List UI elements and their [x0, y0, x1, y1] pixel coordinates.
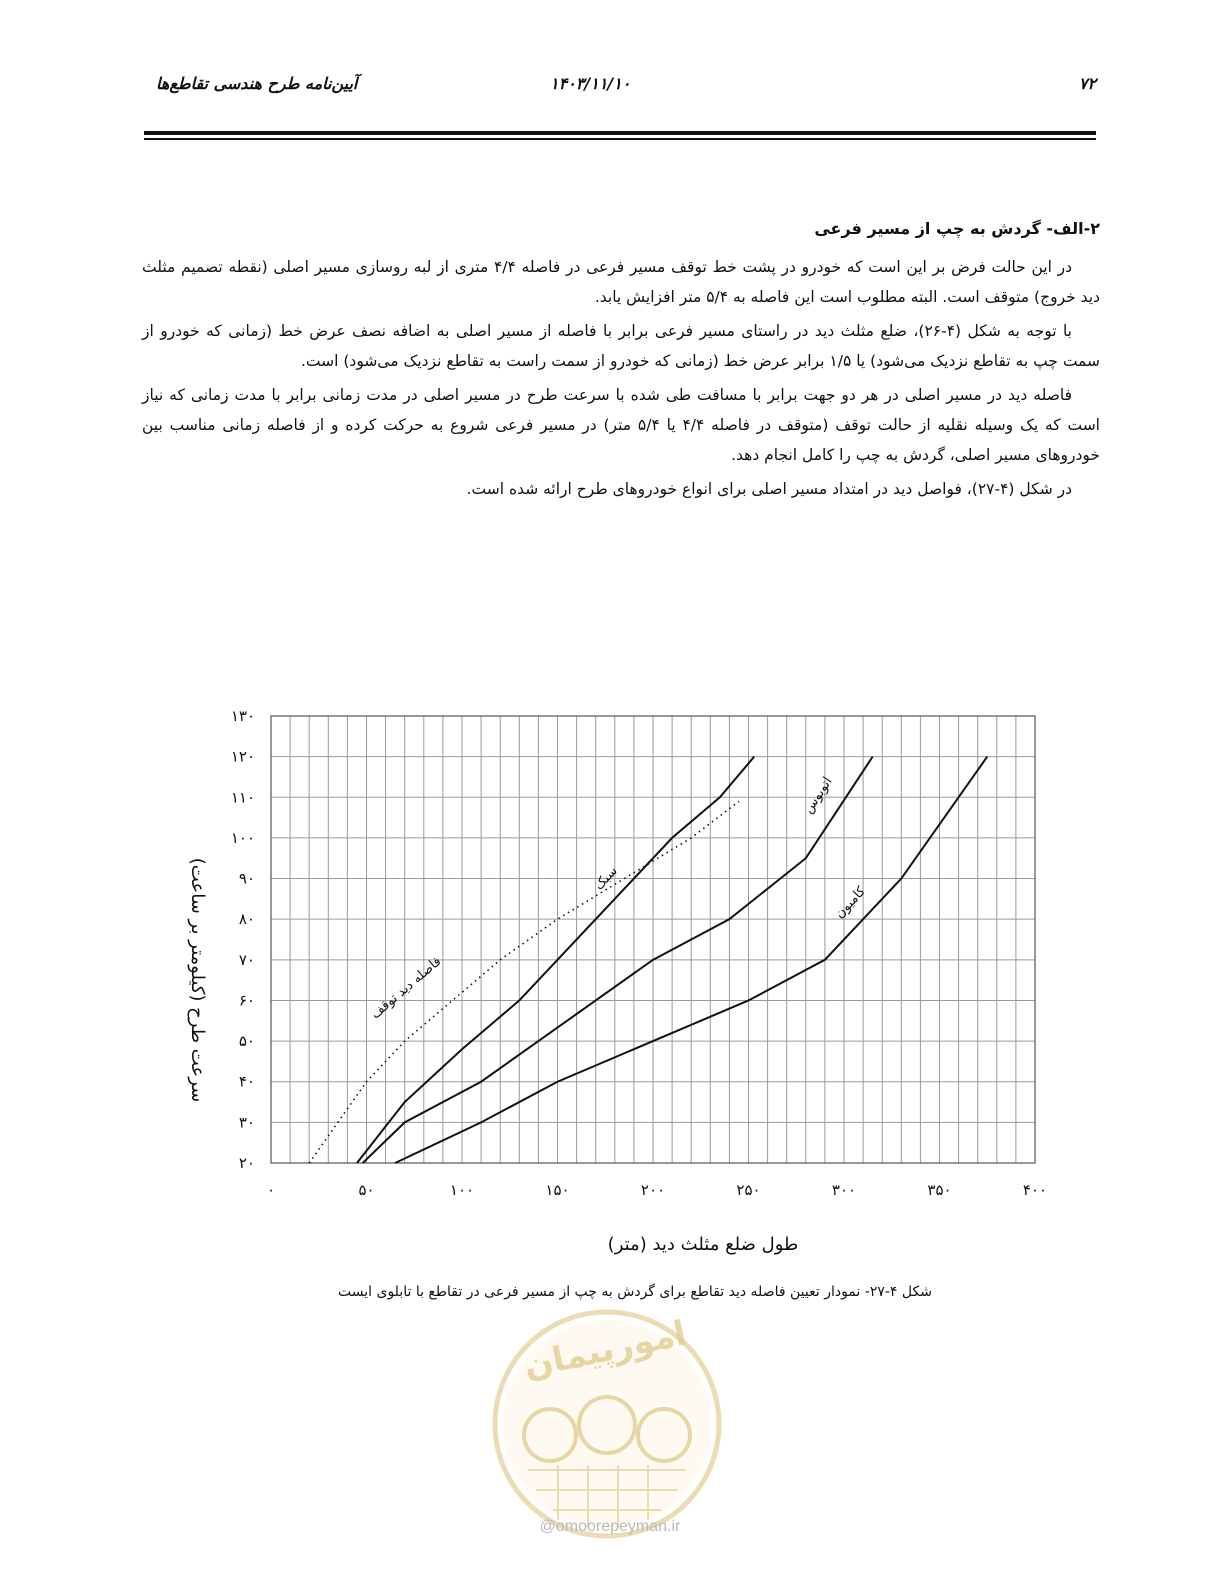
x-tick-label: ۳۵۰: [927, 1181, 952, 1199]
header-rule-thin: [144, 138, 1096, 140]
y-tick-label: ۲۰: [238, 1154, 255, 1172]
section-content: [142, 214, 1100, 508]
paragraph-4: در شکل (۴-۲۷)، فواصل دید در امتداد مسیر اصلی برای انواع خودروهای طرح ارائه شده است.: [466, 480, 1072, 498]
watermark-url: @omoorepeyman.ir: [539, 1518, 681, 1535]
section-title: ۲-الف- گردش به چپ از مسیر فرعی: [814, 219, 1100, 238]
paragraph-1: در این حالت فرض بر این است که خودرو در پشت خط توقف مسیر فرعی در فاصله ۴/۴ متری از لبه روسازی مسیر اصلی (نقطه تصمیم مثلث دید خروج) متوقف است. البته مطلوب است این فاصله به ۵/۴ متر افزایش یابد.: [142, 258, 1100, 306]
page-number: ۷۲: [1078, 74, 1096, 93]
y-tick-label: ۷۰: [238, 950, 255, 969]
header-doc-title: آیین‌نامه طرح هندسی تقاطع‌ها: [156, 74, 358, 93]
x-tick-label: ۳۰۰: [831, 1181, 857, 1199]
x-tick-label: ۴۰۰: [1022, 1181, 1048, 1199]
header-rule-thick: [144, 131, 1096, 135]
y-tick-label: ۱۰۰: [230, 828, 255, 847]
y-tick-label: ۹۰: [238, 869, 255, 888]
series-label: سبک: [591, 863, 621, 894]
x-axis-ticks: [267, 1181, 1047, 1199]
figure-caption: شکل ۴-۲۷- نمودار تعیین فاصله دید تقاطع برای گردش به چپ از مسیر فرعی در تقاطع با تابلوی ایست: [338, 1284, 932, 1300]
y-tick-label: ۵۰: [238, 1032, 255, 1051]
series-label: اتوبوس: [800, 774, 836, 817]
sight-distance-chart: [160, 690, 1060, 1270]
x-tick-label: ۲۵۰: [736, 1181, 761, 1199]
series-label: فاصله دید توقف: [368, 954, 445, 1023]
x-tick-label: ۲۰۰: [640, 1181, 666, 1199]
paragraph-3: فاصله دید در مسیر اصلی در هر دو جهت برابر با مسافت طی شده با سرعت طرح در مسیر اصلی در مدت زمانی برابر با مدت زمانی که نیاز است که یک وسیله نقلیه از حالت توقف (متوقف در فاصله ۴/۴ یا ۵/۴ متر) در مسیر فرعی شروع به حرکت کرده و از فاصله زمانی مناسب بین خودروهای مسیر اصلی، گردش به چپ را کامل انجام دهد.: [142, 386, 1100, 464]
y-tick-label: ۸۰: [238, 910, 255, 929]
x-axis-label: طول ضلع مثلث دید (متر): [607, 1234, 799, 1255]
header-date: ۱۴۰۳/۱۱/۱۰: [550, 74, 631, 93]
paragraph-2: با توجه به شکل (۴-۲۶)، ضلع مثلث دید در راستای مسیر فرعی برابر با فاصله از مسیر اصلی به اضافه نصف عرض خط (زمانی که خودرو از سمت چپ به تقاطع نزدیک می‌شود) یا ۱/۵ برابر عرض خط (زمانی که خودرو از سمت راست به تقاطع نزدیک می‌شود) است.: [142, 322, 1100, 370]
y-axis-ticks: [231, 707, 255, 1172]
x-tick-label: ۱۵۰: [545, 1181, 570, 1199]
y-tick-label: ۳۰: [238, 1113, 255, 1132]
x-tick-label: ۰: [266, 1181, 276, 1199]
y-tick-label: ۶۰: [238, 991, 255, 1010]
x-tick-label: ۵۰: [358, 1181, 375, 1199]
y-tick-label: ۱۲۰: [230, 747, 255, 766]
y-tick-label: ۴۰: [238, 1072, 255, 1091]
x-tick-label: ۱۰۰: [449, 1181, 475, 1199]
chart-grid: [271, 716, 1035, 1163]
figure-chart: [160, 690, 1060, 1270]
y-axis-label: سرعت طرح (کیلومتر بر ساعت): [187, 857, 208, 1103]
series-label: کامیون: [832, 884, 869, 922]
watermark-text: امورپیمان: [520, 1313, 690, 1387]
y-tick-label: ۱۳۰: [230, 707, 255, 725]
series-line: [309, 801, 739, 1163]
y-tick-label: ۱۱۰: [230, 788, 255, 807]
